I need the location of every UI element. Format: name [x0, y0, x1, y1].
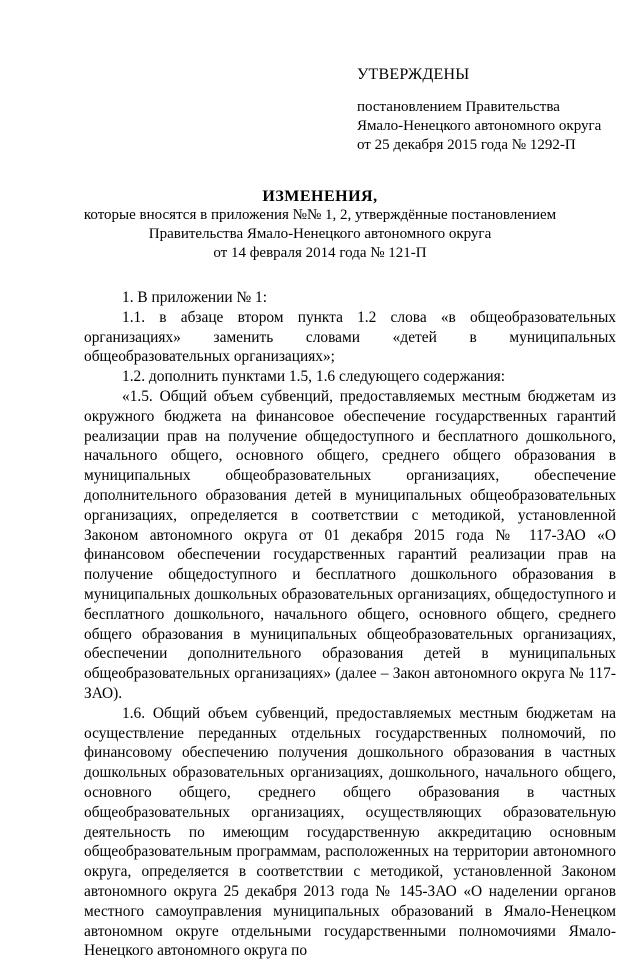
approval-line-government: Ямало-Ненецкого автономного округа	[357, 118, 602, 134]
document-subtitle-line-1: которые вносятся в приложения №№ 1, 2, утверждённые постановлением	[83, 207, 557, 223]
document-subtitle-line-3: от 14 февраля 2014 года № 121-П	[213, 245, 427, 261]
paragraph-item-1: 1. В приложении № 1:	[122, 289, 267, 306]
document-body	[84, 288, 616, 961]
paragraph-item-1-5: «1.5. Общий объем субвенций, предоставляемых местным бюджетам из окружного бюджета на финансовое обеспечение государственных гарантий реализации прав на получение общедоступного и бесплатного дошкольного, начального общего, основного общего, среднего общего образования в муниципальных общеобразовательных организациях, обеспечение дополнительного образования детей в муниципальных общеобразовательных организациях, определяется в соответствии с методикой, установленной Законом автономного округа от 01 декабря 2015 года № 117-ЗАО «О финансовом обеспечении государственных гарантий реализации прав на получение общедоступного и бесплатного дошкольного образования в муниципальных дошкольных образовательных организациях, общедоступного и бесплатного дошкольного, начального общего, основного общего, среднего общего образования в муниципальных общеобразовательных организациях, обеспечении дополнительного образования детей в муниципальных общеобразовательных организациях» (далее – Закон автономного округа № 117-ЗАО).	[84, 387, 616, 702]
approval-block	[357, 66, 627, 155]
approval-title: УТВЕРЖДЕНЫ	[357, 66, 470, 83]
document-subtitle-line-2: Правительства Ямало-Ненецкого автономного округа	[148, 226, 492, 242]
document-header	[40, 187, 600, 263]
paragraph-item-1-2: 1.2. дополнить пунктами 1.5, 1.6 следующего содержания:	[122, 368, 506, 386]
paragraph-item-1-6: 1.6. Общий объем субвенций, предоставляемых местным бюджетам на осуществление переданных отдельных государственных полномочий, по финансовому обеспечению получения дошкольного образования в частных дошкольных образовательных организациях, дошкольного, начального общего, основного общего, среднего общего образования в частных общеобразовательных организациях, осуществляющих образовательную деятельность по имеющим государственную аккредитацию основным общеобразовательным программам, расположенных на территории автономного округа, определяется в соответствии с методикой, установленной Законом автономного округа 25 декабря 2013 года № 145-ЗАО «О наделении органов местного самоуправления муниципальных образований в Ямало-Ненецком автономном округе отдельными государственными полномочиями Ямало-Ненецкого автономного округа по	[84, 704, 616, 960]
document-title: ИЗМЕНЕНИЯ,	[262, 188, 378, 205]
approval-line-date: от 25 декабря 2015 года № 1292-П	[357, 137, 576, 153]
paragraph-item-1-1: 1.1. в абзаце втором пункта 1.2 слова «в общеобразовательных организациях» заменить словами «детей в муниципальных общеобразовательных организациях»;	[84, 308, 616, 366]
approval-line-resolution: постановлением Правительства	[357, 99, 560, 115]
